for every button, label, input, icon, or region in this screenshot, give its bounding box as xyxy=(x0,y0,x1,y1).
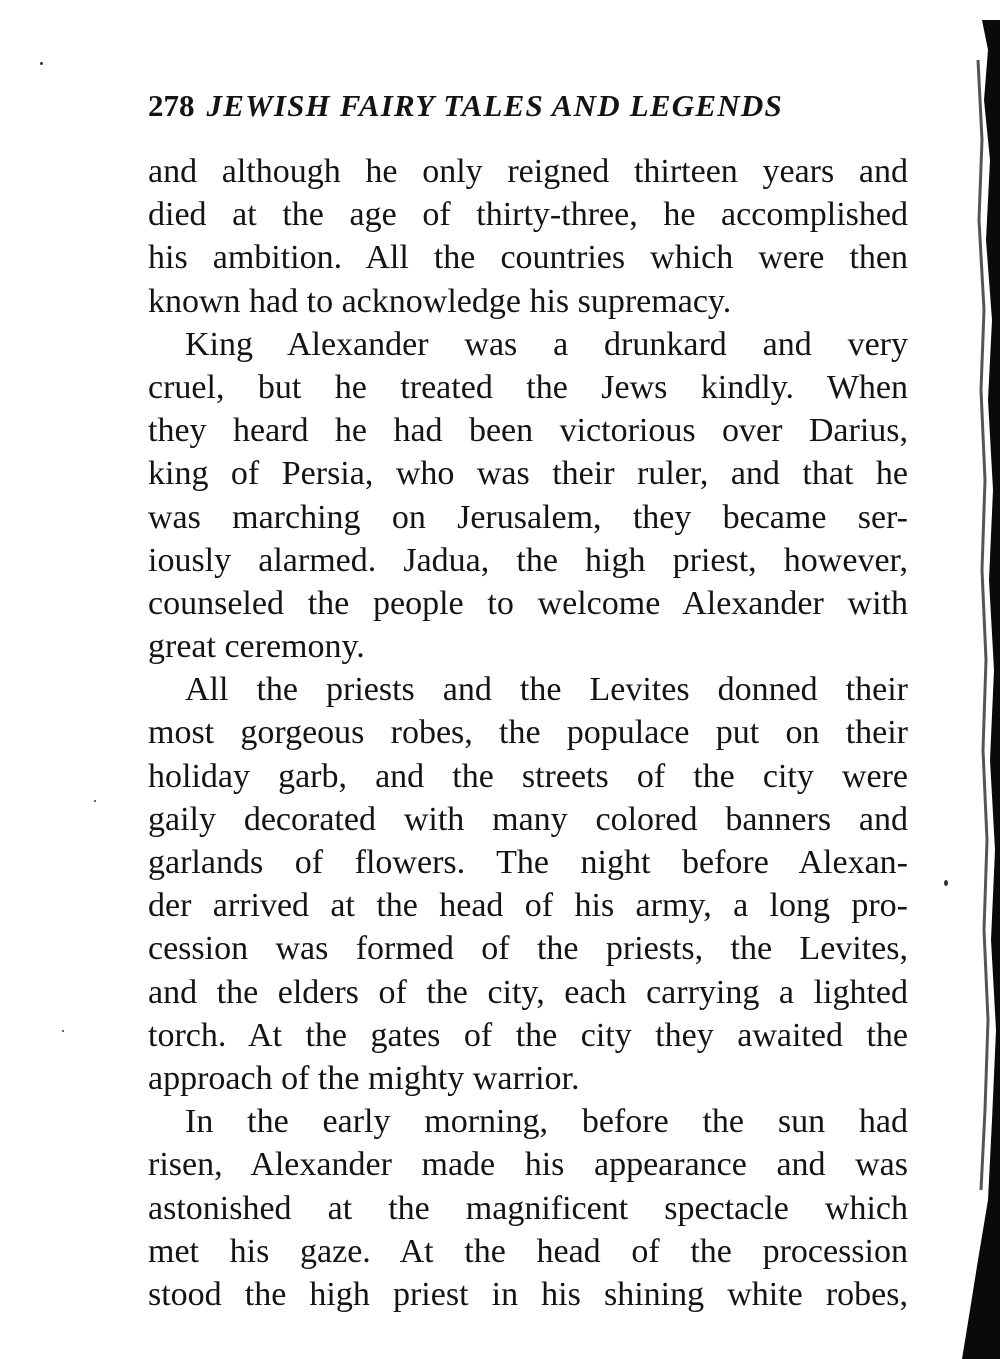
scan-speck xyxy=(62,1030,64,1032)
body-text xyxy=(148,150,908,1316)
text-line: and although he only reigned thirteen years and xyxy=(148,153,908,190)
text-line: approach of the mighty warrior. xyxy=(148,1059,580,1097)
text-line: died at the age of thirty-three, he accomplished xyxy=(148,196,908,234)
text-line: King Alexander was a drunkard and very xyxy=(185,325,908,363)
text-line: king of Persia, who was their ruler, and that he xyxy=(148,455,908,493)
text-line: risen, Alexander made his appearance and was xyxy=(148,1146,908,1184)
page-number: 278 xyxy=(148,88,195,123)
text-line: stood the high priest in his shining white robes, xyxy=(148,1275,908,1313)
text-line: his ambition. All the countries which were then xyxy=(148,239,908,277)
book-title: JEWISH FAIRY TALES AND LEGENDS xyxy=(206,88,783,123)
scan-speck xyxy=(944,880,948,886)
text-line: All the priests and the Levites donned their xyxy=(185,671,908,709)
text-line: gaily decorated with many colored banners and xyxy=(148,800,908,838)
text-line: counseled the people to welcome Alexander with xyxy=(148,584,908,622)
text-line: great ceremony. xyxy=(148,628,365,666)
scan-speck xyxy=(40,62,43,65)
text-line: cruel, but he treated the Jews kindly. When xyxy=(148,368,908,406)
text-line: cession was formed of the priests, the Levites, xyxy=(148,930,908,968)
binding-shadow-shape xyxy=(962,20,1000,1359)
text-line: and the elders of the city, each carrying a lighted xyxy=(148,973,908,1011)
binding-shadow-fringe xyxy=(978,60,988,1190)
text-line: was marching on Jerusalem, they became ser- xyxy=(148,498,908,536)
scan-speck xyxy=(94,800,96,802)
text-line: iously alarmed. Jadua, the high priest, however, xyxy=(148,541,908,579)
text-line: der arrived at the head of his army, a long pro- xyxy=(148,887,908,925)
text-line: garlands of flowers. The night before Alexan- xyxy=(148,844,908,881)
text-line: holiday garb, and the streets of the city were xyxy=(148,757,908,795)
text-line: most gorgeous robes, the populace put on their xyxy=(148,714,908,752)
text-line: met his gaze. At the head of the procession xyxy=(148,1232,908,1270)
text-line: astonished at the magnificent spectacle which xyxy=(148,1189,908,1227)
text-line: they heard he had been victorious over Darius, xyxy=(148,412,908,450)
text-line: torch. At the gates of the city they awaited the xyxy=(148,1016,908,1054)
running-header xyxy=(148,86,908,126)
text-line: In the early morning, before the sun had xyxy=(185,1103,908,1141)
binding-shadow-edge xyxy=(948,20,1000,1359)
text-line: known had to acknowledge his supremacy. xyxy=(148,282,732,320)
